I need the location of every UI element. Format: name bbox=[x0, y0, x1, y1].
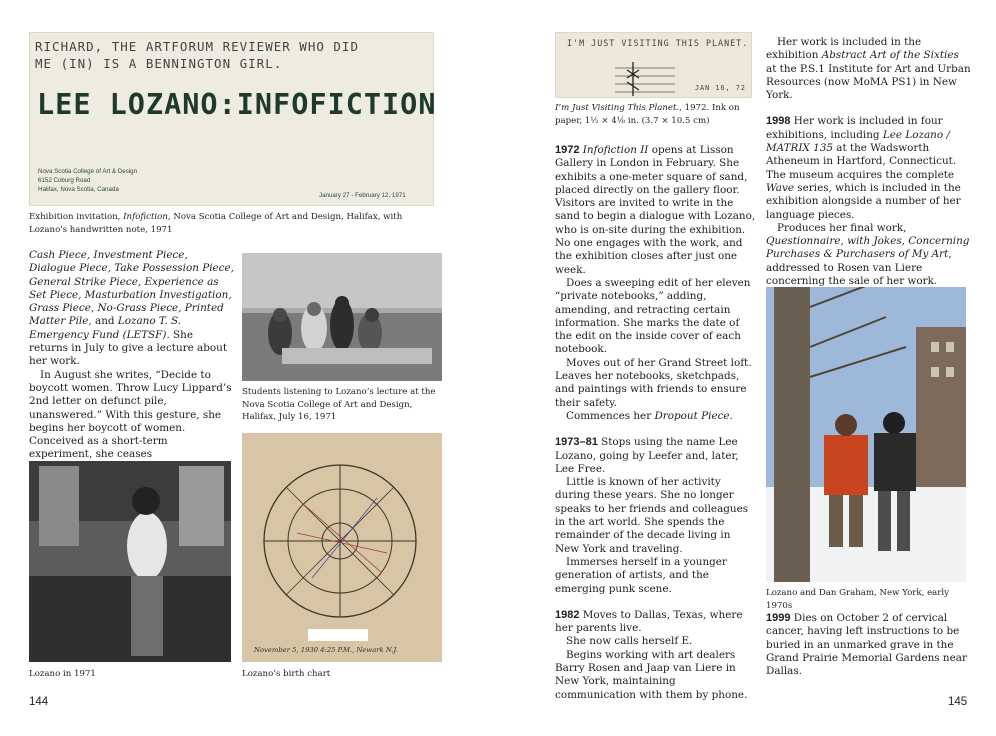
right-text-column-2 bbox=[766, 36, 971, 288]
entry-1998-final-work: Produces her final work, Questionnaire, with Jokes, Concerning Purchases & Purchasers of My Art, addressed to Rosen van Liere concerning the sale of her work. bbox=[766, 221, 970, 288]
birth-chart-handwriting: November 5, 1930 4:25 P.M., Newark N.J. bbox=[254, 646, 398, 654]
handwritten-line-1: RICHARD, THE ARTFORUM REVIEWER WHO DID bbox=[35, 39, 359, 54]
page-number-left: 144 bbox=[29, 696, 49, 708]
entry-1982: 1982 Moves to Dallas, Texas, where her parents live. bbox=[555, 608, 743, 635]
right-page bbox=[498, 0, 996, 736]
lozano-dan-graham-photo bbox=[766, 287, 966, 582]
lozano-photo-graphic bbox=[29, 461, 231, 662]
entry-1972-loft: Moves out of her Grand Street loft. Leaves her notebooks, sketchpads, and paintings with friends to ensure their safety. bbox=[555, 356, 752, 409]
invitation-handwritten-note bbox=[35, 38, 430, 72]
visiting-caption: I’m Just Visiting This Planet., 1972. Ink on paper, 1½ × 4⅛ in. (3.7 × 10.5 cm) bbox=[555, 103, 740, 126]
students-photo-graphic bbox=[242, 253, 442, 381]
invitation-title: LEE LOZANO:INFOFICTION bbox=[37, 88, 437, 121]
address-line-1: Nova Scotia College of Art & Design bbox=[38, 168, 138, 175]
entry-1999-block bbox=[766, 612, 971, 678]
lozano-1971-photo bbox=[29, 461, 231, 662]
birth-chart-image bbox=[242, 433, 442, 662]
birth-chart-graphic bbox=[242, 433, 442, 662]
entry-1972: 1972 Infofiction II opens at Lisson Gallery in London in February. She exhibits a one-meter square of sand, placed directly on the gallery floor. Visitors are invited to write in the sand to begin a dialogue with Lozano, who is on-site during the exhibition. No one engages with the work, and the exhibition closes after just one week. bbox=[555, 144, 756, 276]
entry-1998: 1998 Her work is included in four exhibitions, including Lee Lozano / MATRIX 135 at the Wadsworth Atheneum in Hartford, Connecticut. The museum acquires the complete Wave series, which is included in the exhibition alongside a number of her language pieces. bbox=[766, 115, 961, 221]
entry-1972-dropout: Commences her Dropout Piece. bbox=[566, 409, 733, 422]
entry-1972-notebooks: Does a sweeping edit of her eleven “private notebooks,” adding, amending, and retracting certain information. She marks the date of the edit on the inside cover of each notebook. bbox=[555, 276, 751, 356]
intro-paragraph: Cash Piece, Investment Piece, Dialogue Piece, Take Possession Piece, General Strike Piece, Experience as Set Piece, Masturbation Investigation, Grass Piece, No-Grass Piece, Printed Matter Pile, and Lozano T. S. Emergency Fund (LETSF). She returns in July to give a lecture about her work. bbox=[29, 249, 234, 368]
right-text-column-1 bbox=[555, 144, 757, 702]
entry-1982-dealers: Begins working with art dealers Barry Rosen and Jaap van Liere in New York, maintaining communication with them by phone. bbox=[555, 648, 748, 701]
address-line-3: Halifax, Nova Scotia, Canada bbox=[38, 186, 119, 193]
entry-1973-activity: Little is known of her activity during these years. She no longer speaks to her friends and colleagues in the art world. She spends the remainder of the decade living in New York and traveling. bbox=[555, 476, 749, 555]
entry-1973-punk: Immerses herself in a younger generation of artists, and the emerging punk scene. bbox=[555, 555, 727, 595]
entry-1999: 1999 Dies on October 2 of cervical cancer, having left instructions to be buried in an unmarked grave in the Grand Prairie Memorial Gardens near Dallas. bbox=[766, 612, 967, 678]
left-text-column bbox=[29, 249, 234, 488]
page-number-right: 145 bbox=[948, 696, 968, 708]
birth-chart-caption: Lozano’s birth chart bbox=[242, 669, 331, 679]
invitation-dates: January 27 - February 12, 1971 bbox=[319, 192, 406, 199]
august-paragraph: In August she writes, “Decide to boycott women. Throw Lucy Lippard’s 2nd letter on defunct pile, unanswered.” With this gesture, she begins her boycott of women. Conceived as a short-term experiment, she ceases bbox=[29, 368, 232, 461]
graham-caption: Lozano and Dan Graham, New York, early 1970s bbox=[766, 588, 950, 611]
invitation-caption: Exhibition invitation, Infofiction, Nova Scotia College of Art and Design, Halifax, with Lozano's handwritten note, 1971 bbox=[29, 212, 403, 235]
students-lecture-photo bbox=[242, 253, 442, 381]
entry-1982-name: She now calls herself E. bbox=[566, 635, 693, 648]
address-line-2: 6152 Coburg Road bbox=[38, 177, 91, 184]
invitation-card-image bbox=[29, 32, 437, 206]
ps1-paragraph: Her work is included in the exhibition Abstract Art of the Sixties at the P.S.1 Institute for Art and Urban Resources (now MoMA PS1) in New York. bbox=[766, 36, 971, 102]
invitation-address bbox=[38, 167, 137, 194]
entry-1973-81: 1973–81 Stops using the name Lee Lozano, going by Leefer and, later, Lee Free. bbox=[555, 436, 739, 475]
visiting-note-text: I'M JUST VISITING THIS PLANET. bbox=[567, 38, 749, 48]
visiting-note-date: JAN 16, 72 bbox=[695, 84, 746, 92]
students-caption: Students listening to Lozano’s lecture at the Nova Scotia College of Art and Design, Halifax, July 16, 1971 bbox=[242, 387, 436, 422]
lozano-1971-caption: Lozano in 1971 bbox=[29, 669, 96, 679]
visiting-planet-image bbox=[555, 32, 752, 98]
graham-photo-graphic bbox=[766, 287, 966, 582]
handwritten-line-2: ME (IN) IS A BENNINGTON GIRL. bbox=[35, 56, 283, 71]
visiting-note-figure bbox=[615, 58, 745, 98]
